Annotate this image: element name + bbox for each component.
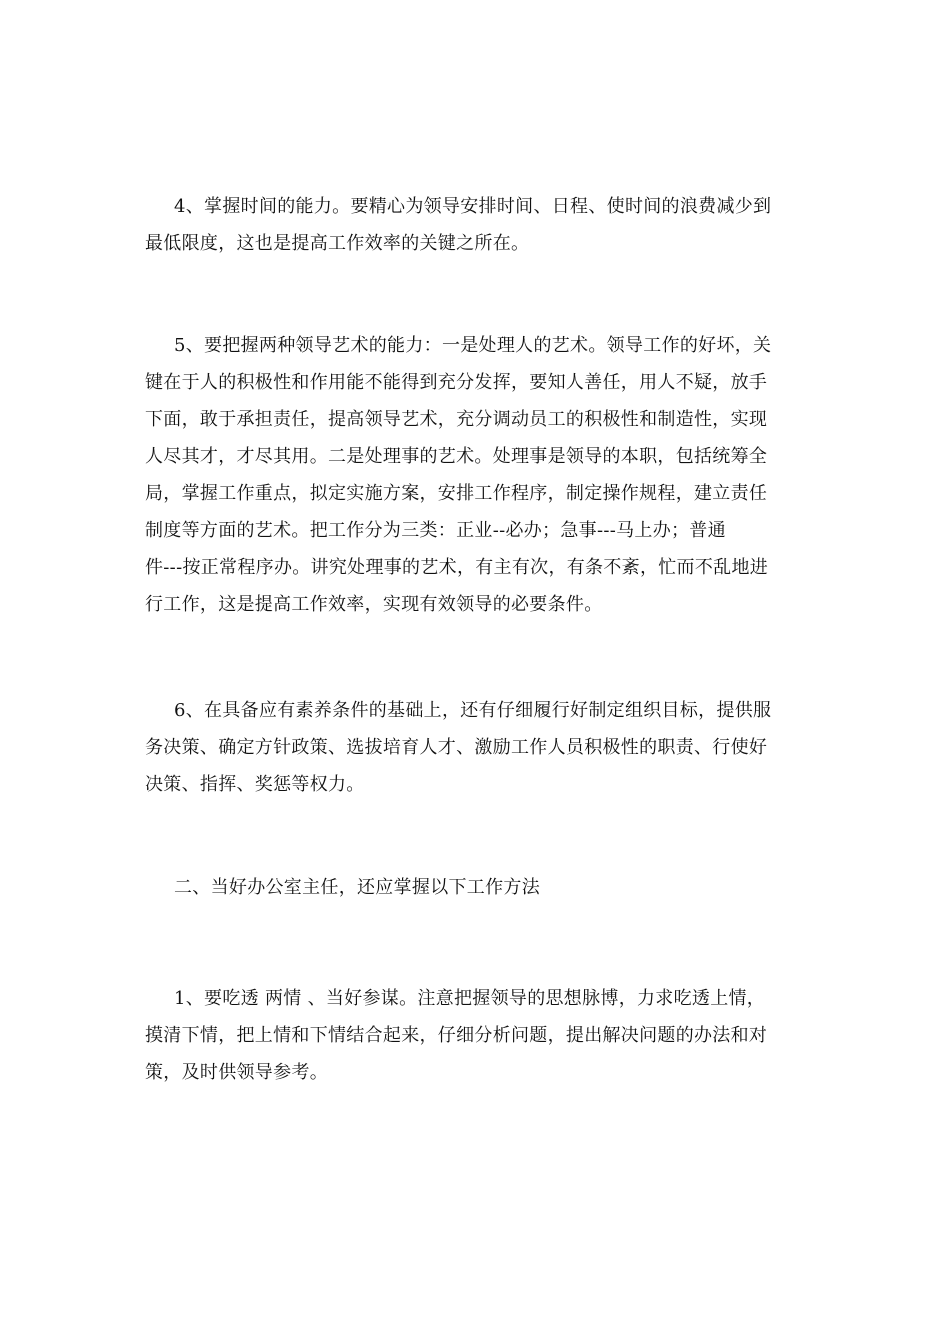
heading-line: 二、当好办公室主任，还应掌握以下工作方法 <box>174 877 540 898</box>
text-line: 制度等方面的艺术。把工作分为三类：正业--必办；急事---马上办；普通 <box>145 520 726 541</box>
text-line: 摸清下情，把上情和下情结合起来，仔细分析问题，提出解决问题的办法和对 <box>145 1025 768 1046</box>
text-line: 6、在具备应有素养条件的基础上，还有仔细履行好制定组织目标，提供服 <box>174 700 772 721</box>
text-line: 行工作，这是提高工作效率，实现有效领导的必要条件。 <box>145 594 603 615</box>
text-line: 1、要吃透 两情 、当好参谋。注意把握领导的思想脉博，力求吃透上情， <box>174 988 766 1009</box>
text-line: 4、掌握时间的能力。要精心为领导安排时间、日程、使时间的浪费减少到 <box>174 196 772 217</box>
text-line: 策，及时供领导参考。 <box>145 1062 328 1083</box>
text-line: 人尽其才，才尽其用。二是处理事的艺术。处理事是领导的本职，包括统筹全 <box>145 446 768 467</box>
paragraph-leadership-art <box>145 327 810 623</box>
paragraph-method-one <box>145 980 810 1091</box>
paragraph-time-management <box>145 188 810 262</box>
text-line: 下面，敢于承担责任，提高领导艺术，充分调动员工的积极性和制造性，实现 <box>145 409 768 430</box>
text-line: 决策、指挥、奖惩等权力。 <box>145 774 365 795</box>
text-line: 务决策、确定方针政策、选拔培育人才、激励工作人员积极性的职责、行使好 <box>145 737 768 758</box>
section-heading <box>145 869 810 906</box>
text-line: 键在于人的积极性和作用能不能得到充分发挥，要知人善任，用人不疑，放手 <box>145 372 768 393</box>
text-line: 最低限度，这也是提高工作效率的关键之所在。 <box>145 233 530 254</box>
text-line: 局，掌握工作重点，拟定实施方案，安排工作程序，制定操作规程，建立责任 <box>145 483 768 504</box>
paragraph-duties <box>145 692 810 803</box>
text-line: 件---按正常程序办。讲究处理事的艺术，有主有次，有条不紊，忙而不乱地进 <box>145 557 769 578</box>
text-line: 5、要把握两种领导艺术的能力：一是处理人的艺术。领导工作的好坏，关 <box>174 335 772 356</box>
